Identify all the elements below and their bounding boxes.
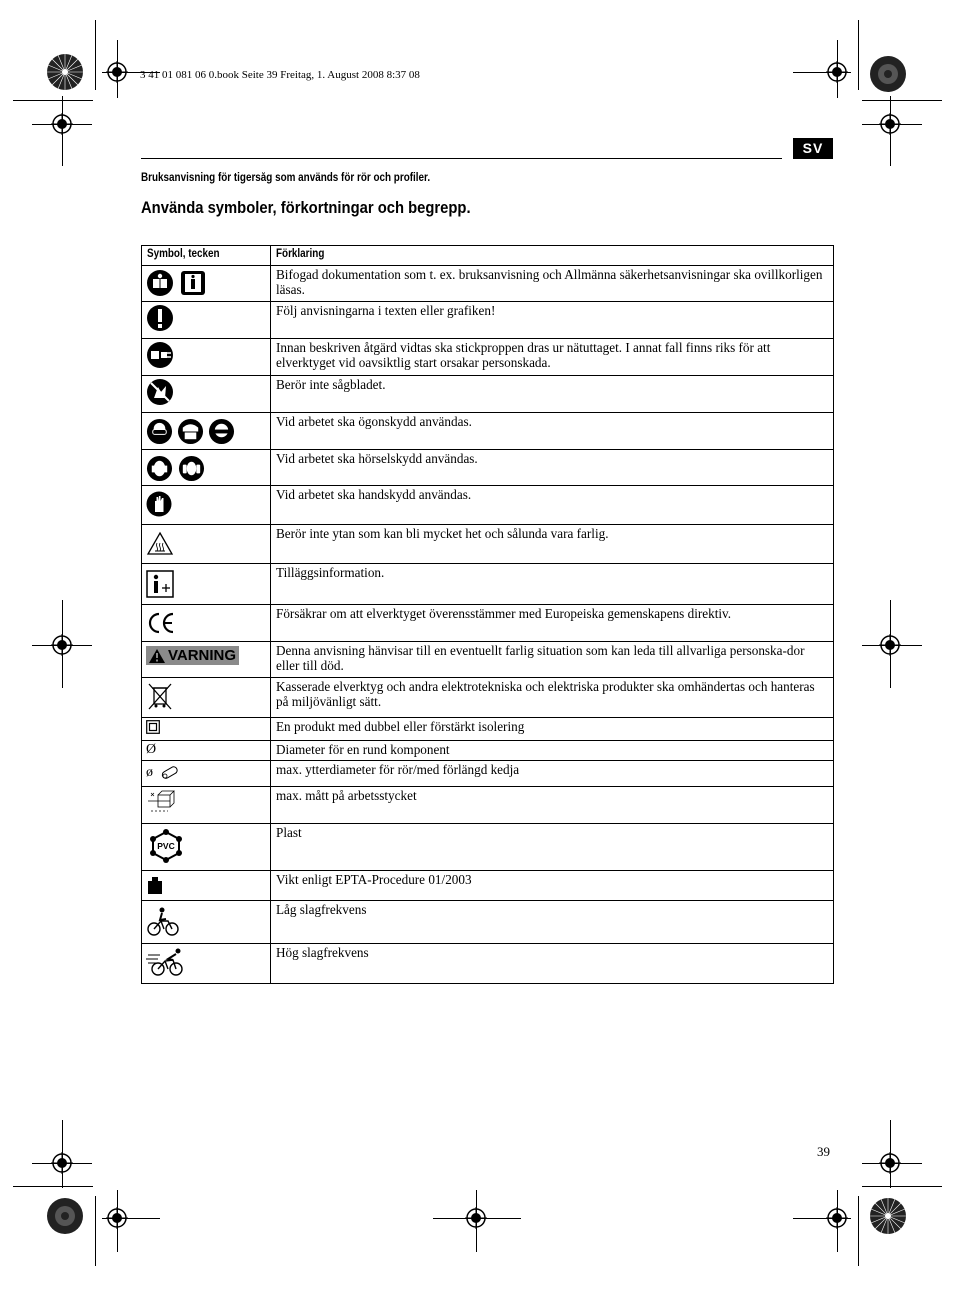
- symbol-cell: [142, 450, 271, 486]
- registration-mark-icon: [106, 61, 128, 83]
- symbol-cell: [142, 824, 271, 871]
- table-row: [142, 564, 834, 605]
- do-not-touch-blade-icon: [146, 378, 174, 406]
- info-plus-icon: [146, 570, 174, 598]
- safety-info-book-icon: [179, 269, 207, 297]
- table-row: [142, 302, 834, 339]
- warning-label-text: VARNING: [168, 647, 237, 664]
- explanation-cell: Tilläggsinformation.: [271, 564, 834, 605]
- table-row: [142, 718, 834, 741]
- header-rule: [141, 158, 782, 159]
- fast-cyclist-icon: [146, 947, 186, 977]
- table-row: [142, 741, 834, 761]
- explanation-cell: Denna anvisning hänvisar till en eventuellt farlig situation som kan leda till allvarliga personska-dor eller till död.: [271, 642, 834, 678]
- symbol-cell: [142, 871, 271, 901]
- face-shield-icon: [177, 418, 204, 445]
- safety-glasses-icon: [208, 418, 235, 445]
- hot-surface-icon: [146, 531, 174, 557]
- column-header-explanation: Förklaring: [271, 246, 834, 266]
- table-row: [142, 871, 834, 901]
- table-row: [142, 787, 834, 824]
- registration-mark-icon: [879, 113, 901, 135]
- symbol-cell: [142, 678, 271, 718]
- table-row: [142, 678, 834, 718]
- table-row: [142, 824, 834, 871]
- explanation-cell: Försäkrar om att elverktyget överensstämmer med Europeiska gemenskapens direktiv.: [271, 605, 834, 642]
- registration-mark-icon: [879, 634, 901, 656]
- ear-muffs-icon: [178, 455, 205, 482]
- explanation-cell: max. ytterdiameter för rör/med förlängd kedja: [271, 761, 834, 787]
- symbol-cell: [142, 718, 271, 741]
- weight-icon: [146, 876, 164, 894]
- unplug-icon: [146, 341, 174, 369]
- symbol-cell: [142, 413, 271, 450]
- symbol-cell: [142, 525, 271, 564]
- explanation-cell: Berör inte sågbladet.: [271, 376, 834, 413]
- registration-mark-icon: [826, 1207, 848, 1229]
- workpiece-dimension-icon: [146, 789, 180, 817]
- table-header-row: [142, 246, 834, 266]
- registration-mark-icon: [51, 1152, 73, 1174]
- symbols-table: [141, 245, 834, 984]
- registration-mark-icon: [106, 1207, 128, 1229]
- explanation-cell: Kasserade elverktyg och andra elektrotekniska och elektriska produkter ska omhändertas och hanteras på miljövänligt sätt.: [271, 678, 834, 718]
- warning-label: [146, 646, 239, 665]
- symbol-cell: [142, 339, 271, 376]
- gloves-icon: [146, 490, 172, 518]
- slow-cyclist-icon: [146, 905, 180, 937]
- explanation-cell: Innan beskriven åtgärd vidtas ska stickproppen dras ur nätuttaget. I annat fall finns riks för att elverktyget vid oavsiktlig start orsakar personskada.: [271, 339, 834, 376]
- explanation-cell: Berör inte ytan som kan bli mycket het och sålunda vara farlig.: [271, 525, 834, 564]
- explanation-cell: Vikt enligt EPTA-Procedure 01/2003: [271, 871, 834, 901]
- explanation-cell: Bifogad dokumentation som t. ex. bruksanvisning och Allmänna säkerhetsanvisningar ska ovillkorligen läsas.: [271, 266, 834, 302]
- pipe-chain-icon: [159, 765, 181, 781]
- diameter-small-icon: ø: [146, 765, 153, 780]
- pvc-icon: [146, 828, 186, 864]
- table-row: [142, 901, 834, 944]
- color-burst-mark-icon: [869, 55, 907, 93]
- read-manual-icon: [146, 269, 174, 297]
- diameter-icon: Ø: [146, 742, 157, 757]
- page-title: Använda symboler, förkortningar och begrepp.: [141, 198, 471, 217]
- explanation-cell: max. mått på arbetsstycket: [271, 787, 834, 824]
- explanation-cell: En produkt med dubbel eller förstärkt isolering: [271, 718, 834, 741]
- registration-mark-icon: [826, 61, 848, 83]
- table-row: [142, 450, 834, 486]
- double-insulation-icon: [146, 720, 160, 734]
- table-row: [142, 266, 834, 302]
- language-badge: SV: [793, 138, 833, 159]
- print-info: 3 41 01 081 06 0.book Seite 39 Freitag, 1. August 2008 8:37 08: [140, 69, 420, 81]
- symbol-cell: [142, 642, 271, 678]
- symbol-cell: [142, 605, 271, 642]
- explanation-cell: Låg slagfrekvens: [271, 901, 834, 944]
- table-row: [142, 944, 834, 984]
- table-row: [142, 413, 834, 450]
- registration-mark-icon: [51, 634, 73, 656]
- document-subtitle: Bruksanvisning för tigersåg som används för rör och profiler.: [141, 172, 431, 184]
- explanation-cell: Hög slagfrekvens: [271, 944, 834, 984]
- table-row: [142, 642, 834, 678]
- symbol-cell: [142, 761, 271, 787]
- explanation-cell: Vid arbetet ska ögonskydd användas.: [271, 413, 834, 450]
- symbol-cell: [142, 944, 271, 984]
- symbol-cell: [142, 376, 271, 413]
- table-row: [142, 761, 834, 787]
- ear-protection-icon: [146, 455, 173, 482]
- weee-bin-icon: [146, 681, 174, 711]
- color-burst-mark-icon: [869, 1197, 907, 1235]
- table-row: [142, 339, 834, 376]
- table-row: [142, 486, 834, 525]
- explanation-cell: Diameter för en rund komponent: [271, 741, 834, 761]
- symbol-cell: [142, 266, 271, 302]
- page-number: 39: [817, 1144, 830, 1159]
- symbol-cell: [142, 741, 271, 761]
- explanation-cell: Plast: [271, 824, 834, 871]
- goggles-icon: [146, 418, 173, 445]
- table-row: [142, 376, 834, 413]
- explanation-cell: Vid arbetet ska handskydd användas.: [271, 486, 834, 525]
- exclamation-mandatory-icon: [146, 304, 174, 332]
- symbol-cell: [142, 302, 271, 339]
- column-header-symbol: Symbol, tecken: [142, 246, 271, 266]
- pvc-label: PVC: [157, 841, 175, 851]
- registration-mark-icon: [51, 113, 73, 135]
- color-burst-mark-icon: [46, 1197, 84, 1235]
- symbol-cell: [142, 901, 271, 944]
- symbol-cell: [142, 787, 271, 824]
- registration-mark-icon: [879, 1152, 901, 1174]
- table-row: [142, 605, 834, 642]
- color-burst-mark-icon: [46, 53, 84, 91]
- explanation-cell: Vid arbetet ska hörselskydd användas.: [271, 450, 834, 486]
- ce-mark-icon: [146, 611, 176, 635]
- registration-mark-icon: [465, 1207, 487, 1229]
- symbol-cell: [142, 486, 271, 525]
- explanation-cell: Följ anvisningarna i texten eller grafiken!: [271, 302, 834, 339]
- warning-triangle-icon: [149, 649, 165, 663]
- table-row: [142, 525, 834, 564]
- symbol-cell: [142, 564, 271, 605]
